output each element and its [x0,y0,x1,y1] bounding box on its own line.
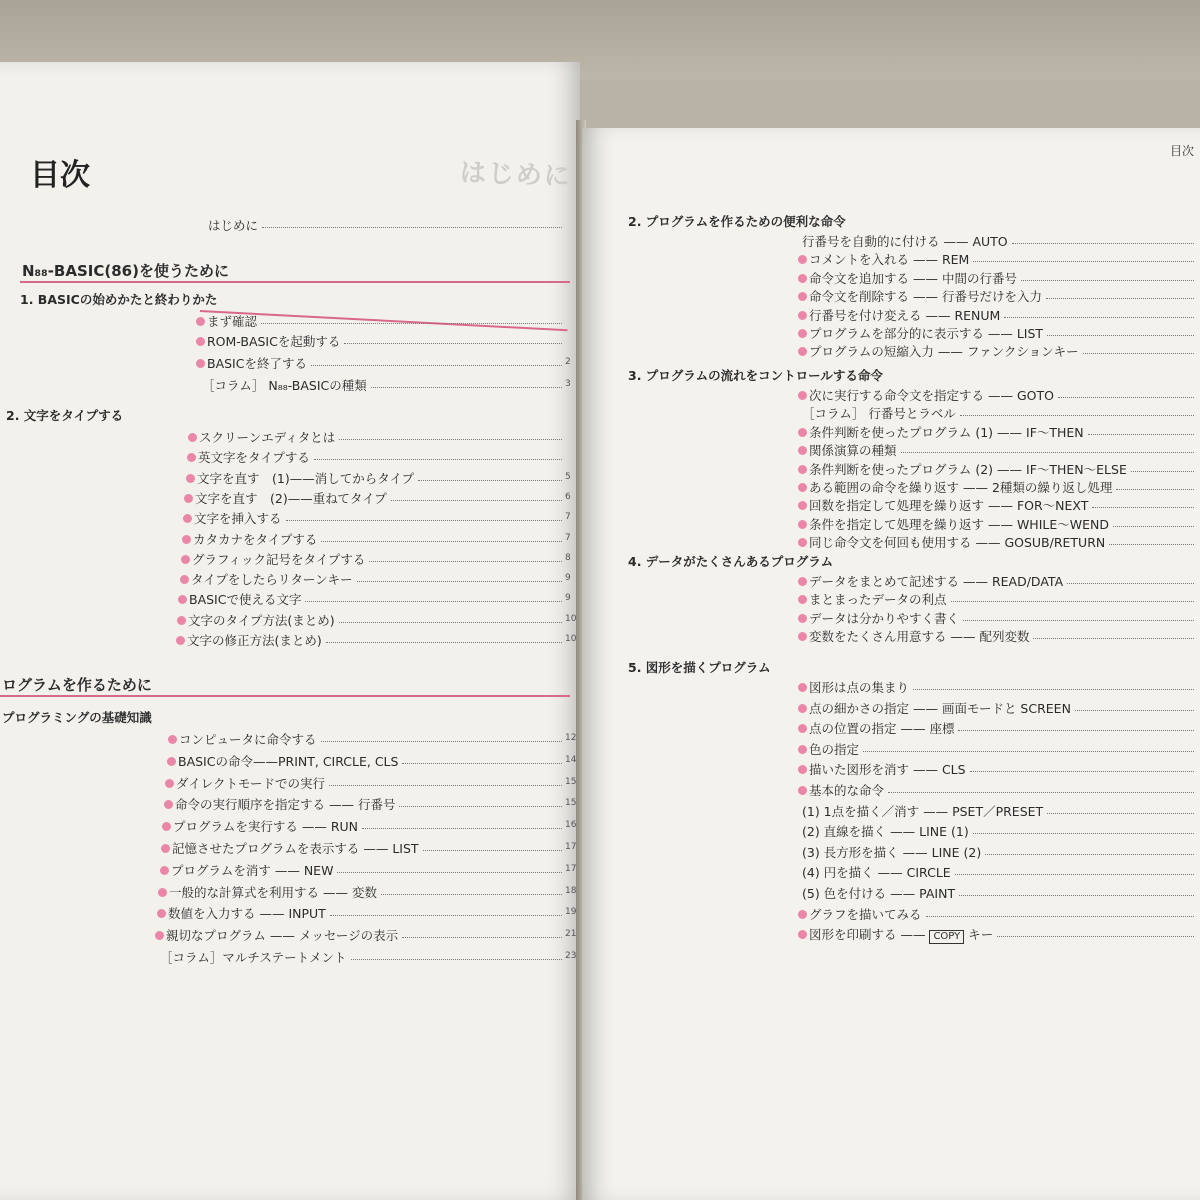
toc-entry-text: プログラムを消す —— NEW [171,862,334,878]
toc-entry-text: 次に実行する命令文を指定する —— GOTO [809,388,1054,403]
show-through-heading: はじめに [459,158,573,192]
leader-dots [402,763,562,764]
leader-dots [1004,317,1194,318]
page-number: 5 [565,471,571,482]
toc-entry [160,861,333,879]
part2-rule [0,695,570,697]
toc-entry [802,863,951,881]
toc-entry [798,590,947,608]
leader-dots [970,771,1194,772]
toc-entry-text: 命令の実行順序を指定する —— 行番号 [175,797,396,813]
toc-entry [802,884,955,902]
pink-bullet-icon [798,595,807,604]
section-heading: 5. 図形を描くプログラム [628,660,771,675]
toc-entry-text: ある範囲の命令を繰り返す —— 2種類の繰り返し処理 [809,480,1113,495]
leader-dots [955,874,1194,875]
leader-dots [381,894,562,895]
pink-bullet-icon [798,501,807,510]
pink-bullet-icon [176,636,185,645]
pink-bullet-icon [187,453,196,462]
leader-dots [960,415,1194,416]
toc-entry [196,312,257,330]
copy-key-icon: COPY [929,930,964,944]
toc-entry-text: BASICを終了する [207,356,307,371]
leader-dots [1058,397,1194,398]
toc-entry-text: 文字の修正方法(まとめ) [187,633,322,648]
leader-dots [339,439,562,440]
toc-entry [798,441,897,459]
pink-bullet-icon [196,359,205,368]
toc-entry-text: ［コラム］ 行番号とラベル [802,406,956,422]
intro-entry: はじめに [208,218,259,233]
pink-bullet-icon [798,786,807,795]
toc-entry [180,570,353,588]
page-number: 9 [565,573,571,584]
page-number: 7 [565,532,571,543]
leader-dots [1088,434,1194,435]
toc-entry-text: 文字を挿入する [194,511,282,527]
pink-bullet-icon [798,577,807,586]
pink-bullet-icon [798,465,807,474]
toc-entry-text: 数値を入力する —— INPUT [168,906,326,922]
page-number: 15 [565,798,577,809]
leader-dots [888,792,1194,793]
leader-dots [973,833,1194,834]
toc-entry [202,376,367,394]
toc-entry-text: 条件を指定して処理を繰り返す —— WHILE～WEND [809,516,1109,532]
page-number: 12 [565,733,577,743]
toc-entry [798,740,859,758]
toc-entry [798,515,1109,533]
toc-entry [798,781,884,799]
toc-entry [155,926,398,944]
toc-entry-text: 親切なプログラム —— メッセージの表示 [166,928,399,944]
leader-dots [863,751,1194,752]
toc-entry-text: 点の細かさの指定 —— 画面モードと SCREEN [809,700,1071,716]
toc-entry-text: まとまったデータの利点 [809,592,947,608]
leader-dots [326,642,562,643]
page-number: 10 [565,613,577,624]
pink-bullet-icon [196,317,205,326]
toc-entry-text: 色の指定 [809,741,860,757]
leader-dots [926,916,1194,917]
pink-bullet-icon [155,931,164,940]
pink-bullet-icon [177,616,186,625]
toc-entry-text: 文字を直す (1)——消してからタイプ [197,470,415,486]
toc-entry-text: ［コラム］マルチステートメント [160,950,347,965]
leader-dots [262,227,562,228]
page-number: 10 [565,634,577,644]
toc-entry-text: 条件判断を使ったプログラム (2) —— IF～THEN～ELSE [809,461,1127,477]
leader-dots [951,601,1194,602]
leader-dots [958,730,1194,731]
toc-entry [798,423,1084,441]
toc-entry-text: 描いた図形を消す —— CLS [809,762,966,778]
pink-bullet-icon [168,735,177,744]
pink-bullet-icon [798,683,807,692]
leader-dots [321,541,562,542]
toc-entry [798,250,969,268]
pink-bullet-icon [798,930,807,939]
pink-bullet-icon [167,757,176,766]
section-heading: 3. プログラムの流れをコントロールする命令 [628,368,883,383]
pink-bullet-icon [162,822,171,831]
toc-entry [798,609,959,627]
page-number: 23 [565,951,577,961]
leader-dots [1012,243,1194,244]
toc-entry-text: 回数を指定して処理を繰り返す —— FOR～NEXT [809,498,1089,514]
left-page [0,62,580,1200]
leader-dots [339,622,562,623]
leader-dots [913,689,1194,690]
pink-bullet-icon [798,910,807,919]
page-title: 目次 [30,158,90,193]
page-number: 16 [565,820,577,831]
part1-heading: N₈₈-BASIC(86)を使うために [22,262,229,280]
toc-entry-text: ROM-BASICを起動する [207,334,341,349]
toc-entry-text: スクリーンエディタとは [199,430,336,445]
pink-bullet-icon [798,614,807,623]
toc-entry [196,354,307,372]
toc-entry-text: 点の位置の指定 —— 座標 [809,721,955,737]
toc-entry-text: タイプをしたらリターンキー [191,572,353,588]
section-heading: プログラミングの基礎知識 [2,710,152,725]
toc-entry [164,795,395,813]
pink-bullet-icon [798,765,807,774]
toc-entry [802,404,956,422]
toc-entry [160,948,347,966]
leader-dots [357,581,562,582]
toc-entry-text: 記憶させたプログラムを表示する —— LIST [172,841,419,856]
toc-entry [802,232,1008,250]
toc-entry-text: プログラムを部分的に表示する —— LIST [809,326,1044,341]
toc-entry [176,631,322,649]
toc-entry [802,843,981,861]
toc-entry [183,509,282,527]
leader-dots [1092,507,1194,508]
leader-dots [1033,638,1194,639]
page-number: 21 [565,929,577,940]
page-number: 9 [565,593,571,604]
pink-bullet-icon [798,632,807,641]
section-heading: 2. 文字をタイプする [6,408,124,423]
pink-bullet-icon [178,595,187,604]
toc-entry-text: 行番号を自動的に付ける —— AUTO [802,234,1008,249]
pink-bullet-icon [798,745,807,754]
pink-bullet-icon [183,514,192,523]
toc-entry [798,533,1105,551]
leader-dots [1131,471,1194,472]
toc-entry [798,678,909,696]
pink-bullet-icon [188,433,197,442]
toc-entry [802,822,969,840]
page-number: 2 [565,357,571,367]
toc-entry-text: 基本的な命令 [809,783,885,798]
toc-entry-text-after: キー [964,927,994,943]
toc-entry-text: (1) 1点を描く／消す —— PSET／PRESET [802,803,1044,819]
pink-bullet-icon [165,779,174,788]
leader-dots [985,854,1194,855]
toc-entry-text: 命令文を削除する —— 行番号だけを入力 [809,289,1042,305]
section-heading: 4. データがたくさんあるプログラム [628,554,834,569]
toc-entry [186,469,414,487]
leader-dots [901,452,1194,453]
leader-dots [314,459,562,460]
leader-dots [1116,489,1194,490]
leader-dots [371,387,562,388]
toc-entry-text: 英文字をタイプする [198,450,310,466]
leader-dots [286,520,562,521]
leader-dots [391,500,562,501]
toc-entry [162,817,358,835]
leader-dots [311,365,562,366]
toc-entry-text: 命令文を追加する —— 中間の行番号 [809,270,1017,286]
toc-entry [177,611,335,629]
leader-dots [1109,544,1194,545]
pink-bullet-icon [798,311,807,320]
leader-dots [963,620,1194,621]
page-number: 18 [565,885,577,896]
running-head: 目次 [1169,144,1194,158]
toc-entry-text: コメントを入れる —— REM [809,252,970,268]
leader-dots [1075,710,1194,711]
leader-dots [959,895,1194,896]
toc-entry-text: カタカナをタイプする [193,531,318,547]
toc-entry [798,342,1079,360]
pink-bullet-icon [798,292,807,301]
leader-dots [402,937,562,938]
page-number: 7 [565,512,571,523]
toc-entry [165,774,325,792]
toc-entry [798,699,1071,717]
leader-dots [1067,583,1194,584]
section-heading: 2. プログラムを作るための便利な命令 [628,214,846,229]
page-number: 15 [565,776,577,787]
page-number: 19 [565,907,577,918]
pink-bullet-icon [157,909,166,918]
pink-bullet-icon [798,329,807,338]
toc-entry-text: 一般的な計算式を利用する —— 変数 [169,884,377,900]
toc-entry-text: グラフを描いてみる [809,906,922,922]
pink-bullet-icon [182,535,191,544]
toc-entry [798,324,1043,342]
leader-dots [418,480,562,481]
toc-entry [798,925,993,944]
toc-entry [798,478,1112,496]
toc-entry-text: BASICで使える文字 [189,592,302,608]
pink-bullet-icon [798,446,807,455]
toc-entry-text: (5) 色を付ける —— PAINT [802,886,956,901]
pink-bullet-icon [798,428,807,437]
pink-bullet-icon [798,520,807,529]
toc-entry-text: (3) 長方形を描く —— LINE (2) [802,844,982,860]
toc-entry-text: ダイレクトモードでの実行 [176,775,326,791]
pink-bullet-icon [798,483,807,492]
toc-entry [188,428,335,446]
toc-entry [178,590,301,608]
leader-dots [351,959,562,960]
leader-dots [1047,813,1194,814]
pink-bullet-icon [798,724,807,733]
page-number: 14 [565,754,577,765]
pink-bullet-icon [798,391,807,400]
toc-entry-text: 文字を直す (2)——重ねてタイプ [195,490,387,506]
toc-entry-text: 条件判断を使ったプログラム (1) —— IF～THEN [809,424,1084,440]
toc-entry-text: データをまとめて記述する —— READ/DATA [809,574,1064,589]
toc-entry [798,306,1000,324]
leader-dots [1113,526,1194,527]
leader-dots [399,806,562,807]
toc-entry-text: (2) 直線を描く —— LINE (1) [802,824,969,840]
toc-entry [798,287,1042,305]
toc-entry-text: ［コラム］ N₈₈-BASICの種類 [202,378,367,393]
leader-dots [1047,335,1194,336]
toc-entry-text: プログラムの短縮入力 —— ファンクションキー [809,344,1079,360]
toc-entry [184,489,387,507]
pink-bullet-icon [160,866,169,875]
toc-entry [798,572,1063,590]
toc-entry [798,269,1017,287]
leader-dots [973,261,1194,262]
part1-rule [20,281,570,283]
pink-bullet-icon [798,274,807,283]
leader-dots [321,741,562,742]
toc-entry-text: グラフィック記号をタイプする [192,551,366,567]
toc-entry [158,883,377,901]
toc-entry-text: 図形を印刷する —— [809,927,930,943]
toc-entry [168,730,317,748]
pink-bullet-icon [184,494,193,503]
toc-entry [196,332,340,350]
toc-entry-text: データは分かりやすく書く [809,610,960,626]
pink-bullet-icon [161,844,170,853]
toc-entry [182,530,317,548]
leader-dots [261,323,562,324]
leader-dots [362,828,562,829]
toc-entry [157,904,326,922]
pink-bullet-icon [196,337,205,346]
leader-dots [1046,298,1194,299]
toc-entry-text: BASICの命令——PRINT, CIRCLE, CLS [178,753,399,769]
leader-dots [369,561,562,562]
toc-entry [798,760,966,778]
pink-bullet-icon [798,347,807,356]
leader-dots [423,850,562,851]
page-number: 6 [565,491,571,502]
page-number: 17 [565,863,577,874]
leader-dots [330,915,562,916]
toc-entry [187,448,310,466]
toc-entry [798,496,1088,514]
leader-dots [337,872,562,873]
leader-dots [305,601,562,602]
toc-entry-text: 同じ命令文を何回も使用する —— GOSUB/RETURN [809,535,1106,551]
pink-bullet-icon [798,255,807,264]
toc-entry-text: (4) 円を描く —— CIRCLE [802,865,951,881]
part2-heading: ログラムを作るために [2,676,152,694]
toc-entry [161,839,419,857]
toc-entry-text: プログラムを実行する —— RUN [173,819,359,835]
right-page [582,128,1200,1200]
leader-dots [344,343,562,344]
leader-dots [329,785,562,786]
toc-entry [798,627,1029,645]
toc-entry [798,460,1127,478]
toc-entry [798,905,922,923]
section-heading: 1. BASICの始めかたと終わりかた [20,292,218,307]
pink-bullet-icon [181,555,190,564]
pink-bullet-icon [158,888,167,897]
toc-entry-text: 行番号を付け変える —— RENUM [809,307,1001,323]
toc-entry [802,802,1043,820]
toc-entry-text: 文字のタイプ方法(まとめ) [188,612,335,628]
toc-entry [798,719,954,737]
toc-entry-text: まず確認 [207,314,258,329]
leader-dots [1083,353,1194,354]
pink-bullet-icon [798,538,807,547]
leader-dots [1021,280,1194,281]
toc-entry-text: 変数をたくさん用意する —— 配列変数 [809,629,1030,645]
toc-entry [181,550,365,568]
pink-bullet-icon [798,704,807,713]
pink-bullet-icon [164,800,173,809]
toc-entry-text: 図形は点の集まり [809,680,910,695]
page-number: 8 [565,552,571,563]
toc-entry-text: 関係演算の種類 [809,443,897,459]
leader-dots [997,936,1194,937]
pink-bullet-icon [186,474,195,483]
toc-entry [167,752,398,770]
toc-entry-text: コンピュータに命令する [179,732,317,747]
page-number: 3 [565,379,571,389]
pink-bullet-icon [180,575,189,584]
page-number: 17 [565,842,577,852]
toc-entry [798,386,1054,404]
